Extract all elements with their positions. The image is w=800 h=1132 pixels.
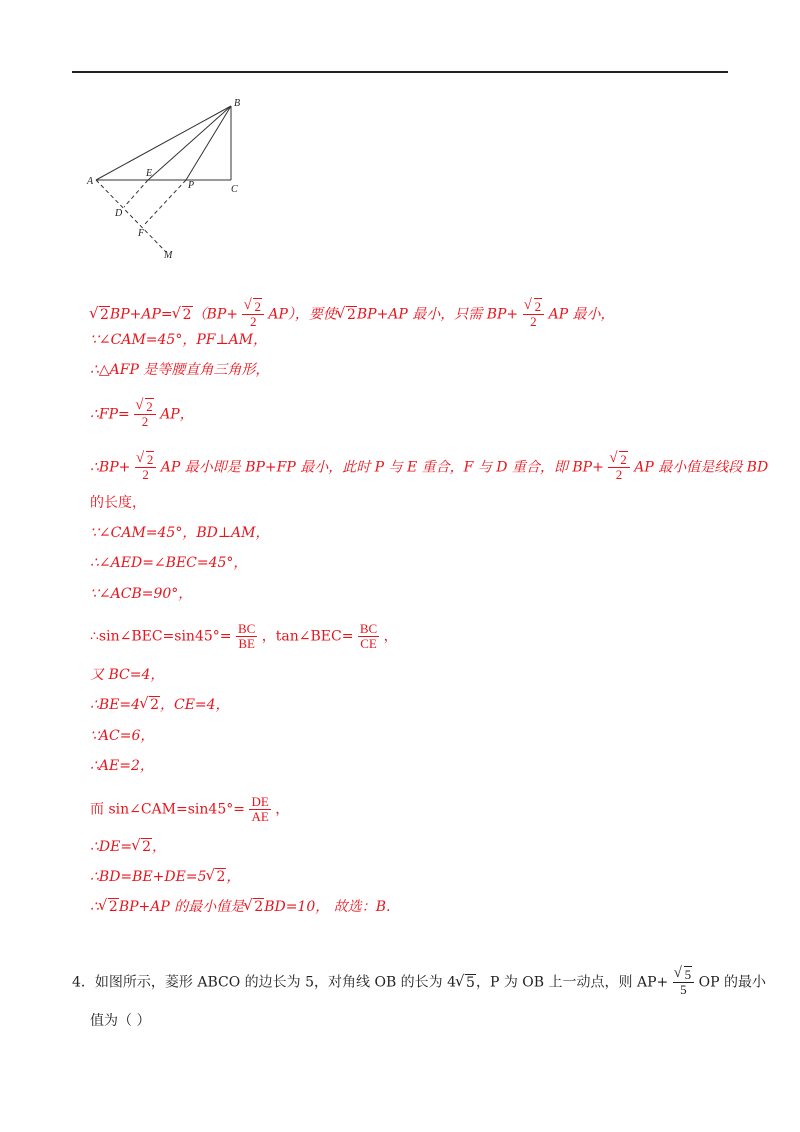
label-e: E	[146, 168, 153, 179]
question-4-line-2: 值为（ ）	[90, 1013, 151, 1029]
geometry-figure	[86, 92, 256, 264]
solution-line-5: ∴BP+ √ $\frac{2}{2}$ AP 最小即是 BP+FP 最小，此时 P 与 E 重合，F 与 D 重合，即 BP+ √ $\frac{2}{2}$ AP 最小值是线段 BD	[90, 453, 768, 482]
header-rule	[72, 71, 728, 73]
solution-line-18: ∴√ 2BP+AP 的最小值是√ 2BD=10， 故选：B.	[90, 898, 390, 916]
solution-line-4: ∴FP= √ $\frac{2}{2}$ AP，	[90, 400, 194, 429]
label-d: D	[115, 208, 123, 219]
label-f: F	[138, 228, 145, 239]
solution-line-6: 的长度，	[90, 495, 146, 511]
label-p: P	[188, 180, 195, 191]
solution-line-1: √ 2BP+AP=√ 2（BP+ √ $\frac{2}{2}$ AP），要使√ 2BP+AP 最小，只需 BP+ √ $\frac{2}{2}$ AP 最小，	[90, 300, 615, 329]
question-4-line-1: 4．如图所示，菱形 ABCO 的边长为 5，对角线 OB 的长为 4√ 5，P 为 OB 上一动点，则 AP+ √ $\frac{5}{5}$ OP 的最小	[72, 968, 766, 997]
solution-line-17: ∴BD=BE+DE=5√ 2，	[90, 868, 240, 886]
solution-line-8: ∴∠AED=∠BEC=45°，	[90, 555, 248, 571]
solution-line-9: ∵∠ACB=90°，	[90, 586, 193, 602]
solution-line-13: ∵AC=6，	[90, 728, 155, 744]
solution-line-2: ∵∠CAM=45°，PF⊥AM，	[90, 332, 268, 348]
label-b: B	[234, 98, 241, 109]
label-c: C	[231, 184, 238, 195]
solution-line-11: 又 BC=4，	[90, 667, 165, 683]
solution-line-15: 而 sin∠CAM=sin45°= $\frac{DE}{AE}$ ，	[90, 794, 290, 824]
solution-line-10: ∴sin∠BEC=sin45°= $\frac{BC}{BE}$ ，tan∠BEC= $\frac{BC}{CE}$ ，	[90, 621, 398, 651]
label-m: M	[164, 250, 173, 261]
solution-line-12: ∴BE=4√ 2，CE=4，	[90, 696, 230, 714]
label-a: A	[87, 176, 94, 187]
solution-line-16: ∴DE=√ 2，	[90, 838, 166, 856]
solution-line-14: ∴AE=2，	[90, 758, 154, 774]
solution-line-3: ∴△AFP 是等腰直角三角形，	[90, 362, 270, 378]
solution-line-7: ∵∠CAM=45°，BD⊥AM，	[90, 525, 270, 541]
